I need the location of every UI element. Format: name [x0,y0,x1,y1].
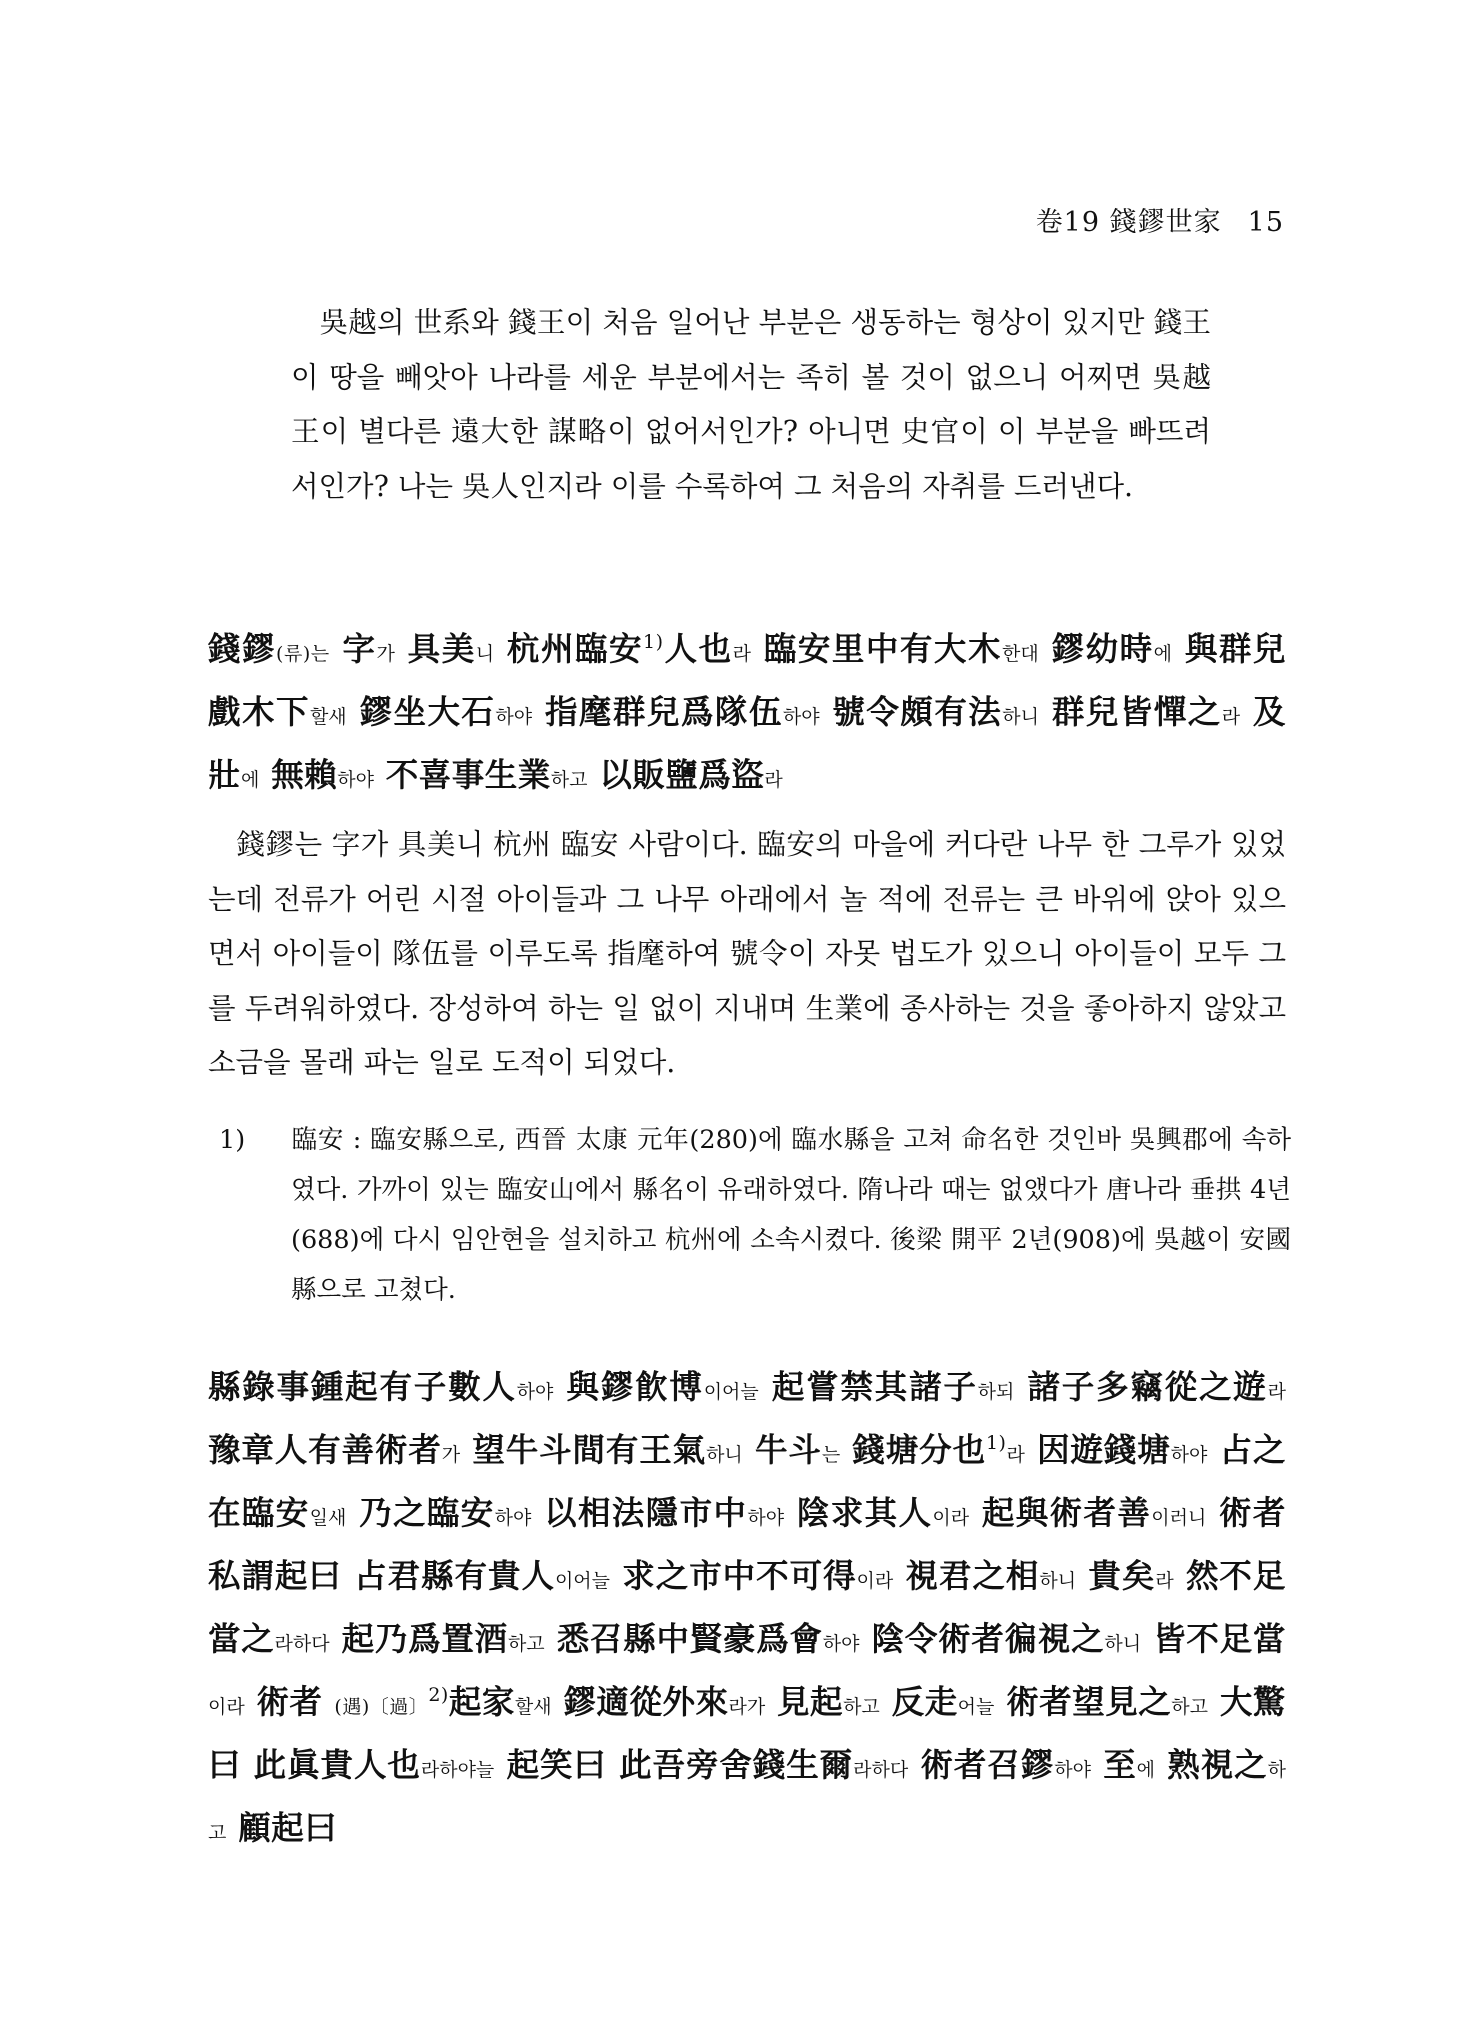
header-title: 卷19 錢鏐世家 [1035,207,1222,238]
hangul-particle: 어늘 [957,1696,995,1718]
hangul-particle: 이러니 [1151,1507,1207,1529]
hanja-text: 陰求其人 [796,1493,933,1532]
hangul-particle: 할새 [514,1696,552,1718]
hangul-particle: 라하다 [853,1759,909,1781]
hanja-text: 不喜事生業 [385,755,551,794]
hanja-text: 杭州臨安 [506,629,644,668]
hanja-text: 鏐適從外來 [563,1682,729,1721]
hanja-text: 顧起曰 [238,1808,338,1847]
hanja-text: 起嘗禁其諸子 [771,1367,978,1406]
hanja-text: 以販鹽爲盜 [599,755,765,794]
hangul-particle: 하야 [822,1633,860,1655]
hangul-particle: 할새 [309,706,347,728]
footnote-text: 臨安 : 臨安縣으로, 西晉 太康 元年(280)에 臨水縣을 고쳐 命名한 것인바 吳興郡에 속하였다. 가까이 있는 臨安山에서 縣名이 유래하였다. 隋나라 때는 없앴다가 唐나라 垂拱 4년(688)에 다시 임안현을 설치하고 杭州에 소속시켰다. 後梁 開平 2년(908)에 吳越이 安國縣으로 고쳤다. [291,1125,1291,1305]
hangul-particle: 하야 [747,1507,785,1529]
original-text-1 [208,620,1286,809]
hangul-particle: 하고 [208,1759,1286,1844]
footnote-ref: 2) [428,1684,449,1707]
hanja-text: 陰令術者徧視之 [871,1619,1105,1658]
hanja-text: 占之在臨安 [208,1430,1286,1532]
hanja-text: 視君之相 [905,1556,1040,1595]
hanja-text: 群兒皆憚之 [1051,692,1222,731]
hangul-particle: 하니 [706,1444,743,1466]
hanja-text: 諸子多竊從之遊 [1027,1367,1268,1406]
footnote-1 [219,1115,1291,1315]
hangul-particle: 라가 [728,1696,766,1718]
hanja-text: 悉召縣中賢豪爲會 [556,1619,823,1658]
hangul-particle: 라하다 [274,1633,330,1655]
hanja-text: 起與術者善 [981,1493,1152,1532]
hangul-particle: 라 [732,643,751,665]
hanja-text: 錢鏐 [208,629,277,668]
hangul-particle: 이라 [932,1507,970,1529]
footnote-ref: 1) [643,631,664,654]
hanja-text: 術者 [256,1682,323,1721]
hanja-text: 號令頗有法 [832,692,1003,731]
hangul-particle: 이라 [856,1570,894,1592]
hanja-text: 求之市中不可得 [622,1556,857,1595]
hangul-particle: 라 [1221,706,1241,728]
hangul-particle: 라하야늘 [420,1759,495,1781]
hanja-text: 牛斗 [755,1430,822,1469]
hangul-particle: 에 [1153,643,1172,665]
hangul-particle: 에 [241,769,260,791]
hanja-text: 臨安里中有大木 [763,629,1002,668]
translation-1: 錢鏐는 字가 具美니 杭州 臨安 사람이다. 臨安의 마을에 커다란 나무 한 그루가 있었는데 전류가 어린 시절 아이들과 그 나무 아래에서 놀 적에 전류는 큰 바위에 앉아 있으면서 아이들이 隊伍를 이루도록 指麾하여 號令이 자못 법도가 있으니 아이들이 모두 그를 두려워하였다. 장성하여 하는 일 없이 지내며 生業에 종사하는 것을 좋아하지 않았고 소금을 몰래 파는 일로 도적이 되었다. [208,828,1286,1079]
hangul-particle: 하야 [1054,1759,1091,1781]
page-number: 15 [1247,207,1284,238]
hanja-text: 術者望見之 [1006,1682,1172,1721]
hangul-particle: 이어늘 [703,1381,759,1403]
hanja-text: 錢塘分也 [852,1430,986,1469]
hangul-particle: 가 [441,1444,461,1466]
footnote-number: 1) [219,1125,246,1155]
hanja-text: 字 [342,629,377,668]
hangul-particle: 하야 [495,706,533,728]
hangul-particle: 하야 [337,769,374,791]
hanja-text: 反走 [891,1682,958,1721]
hangul-particle: 하고 [843,1696,880,1718]
hanja-text: 然不足當之 [208,1556,1286,1658]
hanja-text: 以相法隱市中 [544,1493,748,1532]
hangul-particle: 하고 [507,1633,545,1655]
hangul-particle: 한대 [1001,643,1039,665]
hanja-text: 具美 [407,629,476,668]
hangul-particle: 하되 [977,1381,1015,1403]
hanja-text: 因遊錢塘 [1037,1430,1171,1469]
hanja-text: 指麾群兒爲隊伍 [544,692,783,731]
hangul-particle: 하고 [1171,1696,1208,1718]
hanja-text: 術者私謂起曰 [208,1493,1286,1595]
original-text-2 [208,1358,1286,1862]
hangul-particle: (류)는 [276,643,330,665]
preface-paragraph: 吳越의 世系와 錢王이 처음 일어난 부분은 생동하는 형상이 있지만 錢王이 땅을 빼앗아 나라를 세운 부분에서는 족히 볼 것이 없으니 어찌면 吳越王이 별다른 遠大한 謀略이 없어서인가? 아니면 史官이 이 부분을 빠뜨려서인가? 나는 吳人인지라 이를 수록하여 그 처음의 자취를 드러낸다. [291,306,1211,503]
hangul-particle: 하니 [1002,706,1040,728]
hanja-text: 豫章人有善術者 [208,1430,442,1469]
hangul-particle: 하야 [782,706,820,728]
hanja-text: 望牛斗間有王氣 [472,1430,707,1469]
hanja-text: 術者召鏐 [920,1745,1055,1784]
hanja-text: 起笑曰 此吾旁舍錢生爾 [506,1745,854,1784]
running-header [1036,200,1284,239]
hangul-particle: 하야 [1170,1444,1208,1466]
hanja-text: 及壯 [208,692,1286,794]
hanja-text: 縣錄事鍾起有子數人 [208,1367,517,1406]
hanja-text: 貴矣 [1088,1556,1156,1595]
hanja-text: 熟視之 [1167,1745,1268,1784]
hangul-particle: 하니 [1104,1633,1142,1655]
hangul-particle: 이라 [208,1696,245,1718]
hanja-text: 大驚曰 此眞貴人也 [208,1682,1286,1784]
hanja-text: 起乃爲置酒 [341,1619,508,1658]
hangul-particle: 라 [1155,1570,1174,1592]
hangul-particle: 라 [1006,1444,1025,1466]
hangul-particle: 이어늘 [554,1570,610,1592]
hangul-particle: 가 [376,643,395,665]
hangul-particle: 하야 [516,1381,554,1403]
hangul-particle: 라 [1267,1381,1286,1403]
hangul-particle: 라 [764,769,783,791]
hanja-text: 鏐幼時 [1051,629,1154,668]
hanja-text: 見起 [777,1682,844,1721]
hanja-text: 至 [1103,1745,1137,1784]
hangul-particle: 일새 [309,1507,347,1529]
hanja-text: 鏐坐大石 [359,692,496,731]
hanja-text: 與鏐飮博 [566,1367,704,1406]
hangul-particle: 에 [1136,1759,1156,1781]
hangul-particle: 니 [475,643,495,665]
hanja-text: 乃之臨安 [359,1493,495,1532]
hangul-particle: 는 [821,1444,841,1466]
hanja-text: 無賴 [271,755,338,794]
footnote-ref: 1) [985,1432,1007,1455]
textual-emendation: (遇)〔過〕 [334,1696,429,1718]
hanja-text: 人也 [663,629,733,668]
hanja-text: 起家 [448,1682,515,1721]
hanja-text: 與群兒戲木下 [208,629,1286,731]
hangul-particle: 하고 [550,769,588,791]
hangul-particle: 하니 [1039,1570,1077,1592]
hanja-text: 皆不足當 [1153,1619,1286,1658]
hanja-text: 占君縣有貴人 [354,1556,555,1595]
hangul-particle: 하야 [494,1507,532,1529]
